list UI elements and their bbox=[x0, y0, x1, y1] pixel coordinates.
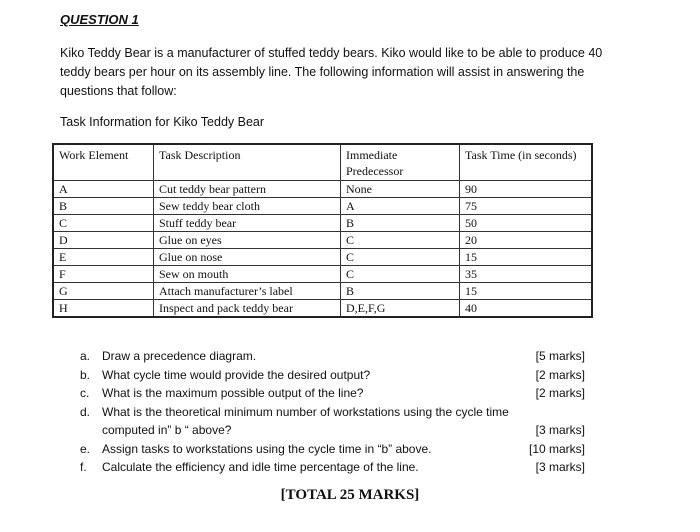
question-item-c bbox=[80, 384, 600, 403]
question-marks: [2 marks] bbox=[535, 367, 585, 382]
question-marks: [5 marks] bbox=[535, 349, 585, 363]
question-item-e bbox=[80, 440, 600, 459]
question-text: Draw a precedence diagram. bbox=[102, 349, 257, 363]
cell-task-time: 90 bbox=[460, 181, 593, 198]
header-immediate-predecessor: Immediate Predecessor bbox=[341, 144, 460, 181]
cell-work-element: B bbox=[53, 198, 154, 215]
cell-task-description: Sew on mouth bbox=[154, 266, 341, 283]
question-letter: a. bbox=[80, 349, 91, 363]
table-header-row bbox=[53, 144, 592, 181]
question-item-a bbox=[80, 347, 600, 366]
cell-work-element: C bbox=[53, 215, 154, 232]
cell-work-element: H bbox=[53, 300, 154, 318]
header-task-time: Task Time (in seconds) bbox=[460, 144, 593, 181]
table-caption: Task Information for Kiko Teddy Bear bbox=[60, 115, 265, 129]
table-row bbox=[53, 300, 592, 318]
cell-task-description: Glue on eyes bbox=[154, 232, 341, 249]
cell-predecessor: None bbox=[341, 181, 460, 198]
question-text: Assign tasks to workstations using the cycle time in “b” above. bbox=[102, 441, 432, 456]
table-row bbox=[53, 198, 592, 215]
question-item-b bbox=[80, 366, 600, 385]
question-marks: [3 marks] bbox=[535, 423, 585, 437]
question-marks: [2 marks] bbox=[535, 386, 585, 400]
cell-task-description: Inspect and pack teddy bear bbox=[154, 300, 341, 318]
cell-predecessor: C bbox=[341, 232, 460, 249]
cell-task-time: 35 bbox=[460, 266, 593, 283]
header-task-description: Task Description bbox=[154, 144, 341, 181]
cell-predecessor: C bbox=[341, 249, 460, 266]
question-item-d bbox=[80, 403, 600, 440]
cell-predecessor: B bbox=[341, 283, 460, 300]
cell-work-element: D bbox=[53, 232, 154, 249]
question-marks: [10 marks] bbox=[528, 441, 585, 456]
cell-work-element: G bbox=[53, 283, 154, 300]
cell-predecessor: A bbox=[341, 198, 460, 215]
question-letter: e. bbox=[80, 441, 91, 456]
table-row bbox=[53, 215, 592, 232]
cell-task-time: 20 bbox=[460, 232, 593, 249]
cell-predecessor: B bbox=[341, 215, 460, 232]
table-row bbox=[53, 249, 592, 266]
cell-predecessor: D,E,F,G bbox=[341, 300, 460, 318]
cell-task-time: 15 bbox=[460, 249, 593, 266]
cell-task-description: Stuff teddy bear bbox=[154, 215, 341, 232]
question-heading: QUESTION 1 bbox=[60, 12, 139, 27]
question-letter: b. bbox=[80, 367, 91, 382]
question-text: What is the maximum possible output of the line? bbox=[102, 386, 364, 400]
question-text: Calculate the efficiency and idle time percentage of the line. bbox=[102, 460, 419, 474]
cell-work-element: A bbox=[53, 181, 154, 198]
cell-task-description: Sew teddy bear cloth bbox=[154, 198, 341, 215]
question-item-f bbox=[80, 458, 600, 477]
cell-work-element: E bbox=[53, 249, 154, 266]
cell-task-time: 75 bbox=[460, 198, 593, 215]
question-text: What is the theoretical minimum number of workstations using the cycle time computed in” b “ above? bbox=[102, 404, 509, 437]
task-table bbox=[52, 143, 593, 318]
total-marks: [TOTAL 25 MARKS] bbox=[280, 487, 420, 503]
header-work-element: Work Element bbox=[53, 144, 154, 181]
question-list bbox=[80, 347, 600, 477]
table-row bbox=[53, 232, 592, 249]
question-text: What cycle time would provide the desired output? bbox=[102, 367, 371, 382]
question-letter: d. bbox=[80, 404, 91, 419]
cell-task-description: Cut teddy bear pattern bbox=[154, 181, 341, 198]
cell-task-description: Glue on nose bbox=[154, 249, 341, 266]
question-marks: [3 marks] bbox=[535, 460, 585, 474]
cell-task-time: 40 bbox=[460, 300, 593, 318]
cell-task-time: 50 bbox=[460, 215, 593, 232]
cell-task-description: Attach manufacturer’s label bbox=[154, 283, 341, 300]
intro-paragraph: Kiko Teddy Bear is a manufacturer of stuffed teddy bears. Kiko would like to be able to produce 40 teddy bears per hour on its assembly line. The following information will assist in answering the questions that follow: bbox=[60, 46, 603, 98]
cell-task-time: 15 bbox=[460, 283, 593, 300]
question-letter: f. bbox=[80, 460, 87, 474]
table-row bbox=[53, 181, 592, 198]
table-row bbox=[53, 283, 592, 300]
cell-work-element: F bbox=[53, 266, 154, 283]
table-row bbox=[53, 266, 592, 283]
cell-predecessor: C bbox=[341, 266, 460, 283]
question-letter: c. bbox=[80, 386, 90, 400]
